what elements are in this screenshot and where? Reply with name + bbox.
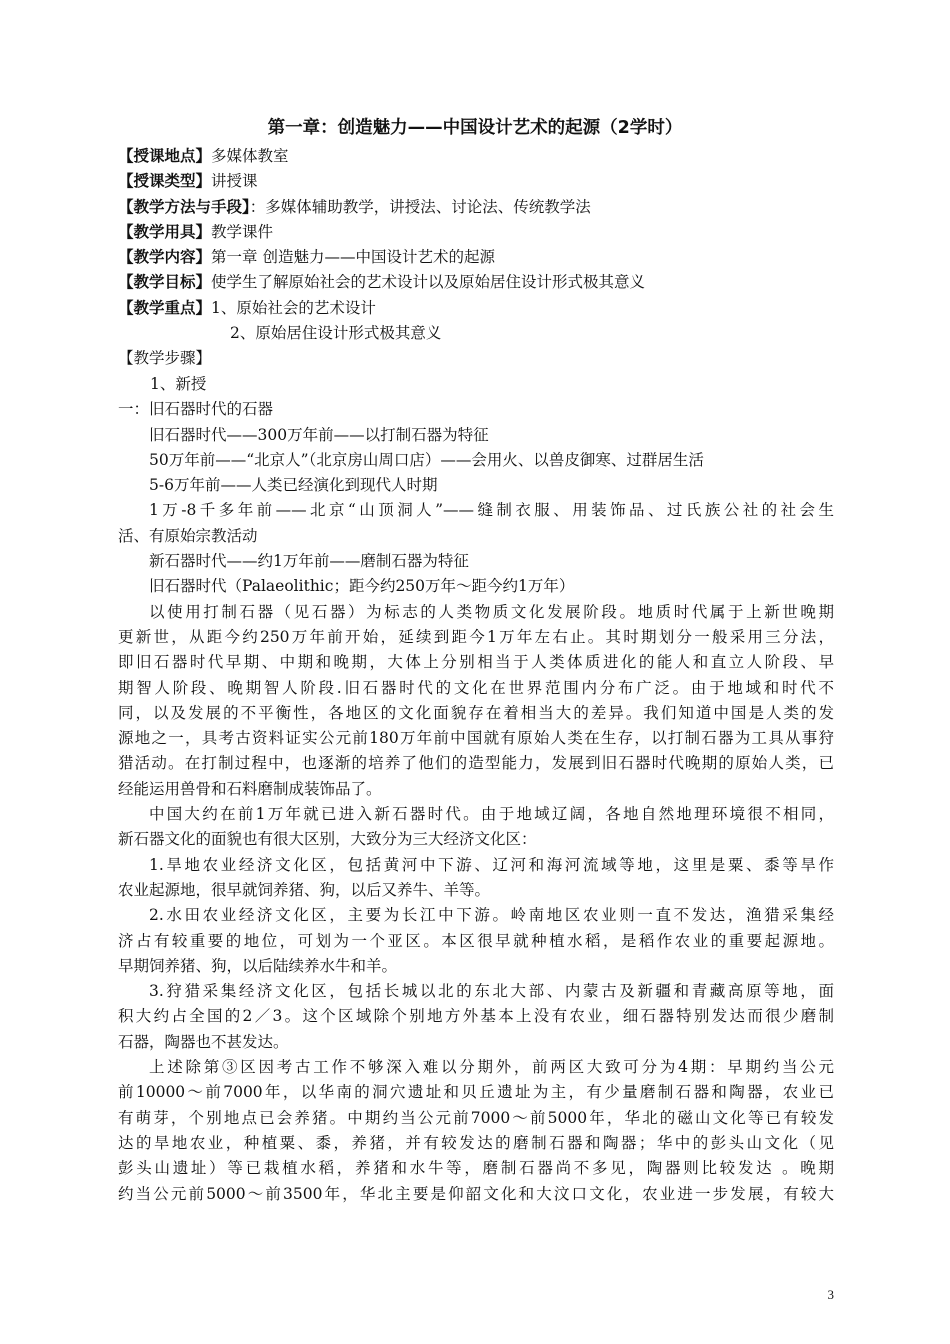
info-value: 多媒体教室 <box>211 147 289 165</box>
paragraph-line: 即旧石器时代早期、中期和晚期，大体上分别相当于人类体质进化的能人和直立人阶段、早 <box>118 653 834 672</box>
timeline-item: 50万年前——“北京人”（北京房山周口店）——会用火、以兽皮御寒、过群居生活 <box>149 450 704 469</box>
info-label: 【教学步骤】 <box>118 349 212 368</box>
list-item: 3.狩猎采集经济文化区，包括长城以北的东北大部、内蒙古及新疆和青藏高原等地，面 <box>149 982 834 1001</box>
paragraph-line: 经能运用兽骨和石料磨制成装饰品了。 <box>118 779 382 798</box>
timeline-item-continued: 活、有原始宗教活动 <box>118 526 258 545</box>
section-heading: 一：旧石器时代的石器 <box>118 400 274 419</box>
info-content <box>118 245 838 270</box>
info-method <box>118 195 838 220</box>
paragraph-line: 达的旱地农业，种植粟、黍，养猪，并有较发达的磨制石器和陶器；华中的彭头山文化（见 <box>118 1133 834 1152</box>
list-item-continued: 积大约占全国的2／3。这个区域除个别地方外基本上没有农业，细石器特别发达而很少磨制 <box>118 1007 834 1026</box>
paragraph-line: 同，以及发展的不平衡性，各地区的文化面貌存在着相当大的差异。我们知道中国是人类的发 <box>118 703 834 722</box>
paragraph-line: 更新世，从距今约250万年前开始，延续到距今1万年左右止。其时期划分一般采用三分法， <box>118 627 834 646</box>
info-value: 1、原始社会的艺术设计 <box>211 298 376 317</box>
paragraph-line: 源地之一，具考古资料证实公元前180万年前中国就有原始人类在生存，以打制石器为工具从事狩 <box>118 729 834 748</box>
chapter-title: 第一章：创造魅力——中国设计艺术的起源（2学时） <box>267 118 683 138</box>
lesson-info <box>118 144 838 372</box>
info-label: 【授课地点】 <box>118 147 212 165</box>
paragraph-line: 有萌芽，个别地点已会养猪。中期约当公元前7000～前5000年，华北的磁山文化等已有较发 <box>118 1108 834 1127</box>
paragraph-line: 期智人阶段、晚期智人阶段.旧石器时代的文化在世界范围内分布广泛。由于地域和时代不 <box>118 678 834 697</box>
info-location <box>118 144 838 169</box>
paragraph-line: 彭头山遗址）等已栽植水稻，养猪和水牛等，磨制石器尚不多见，陶器则比较发达 。晚期 <box>118 1159 834 1178</box>
list-item: 1.旱地农业经济文化区，包括黄河中下游、辽河和海河流域等地，这里是粟、黍等旱作 <box>149 855 834 874</box>
paragraph-line: 上述除第③区因考古工作不够深入难以分期外，前两区大致可分为4期：早期约当公元 <box>149 1058 834 1077</box>
timeline-item: 5-6万年前——人类已经演化到现代人时期 <box>149 476 438 495</box>
paragraph-line: 前10000～前7000年，以华南的洞穴遗址和贝丘遗址为主，有少量磨制石器和陶器，农业已 <box>118 1083 834 1102</box>
info-label: 【教学用具】 <box>118 222 212 241</box>
info-steps <box>118 346 838 371</box>
info-value: 使学生了解原始社会的艺术设计以及原始居住设计形式极其意义 <box>211 273 646 292</box>
timeline-item: 1万-8千多年前——北京“山顶洞人”——缝制衣服、用装饰品、过氏族公社的社会生 <box>149 501 834 520</box>
info-value: 讲授课 <box>211 172 258 191</box>
info-value: 第一章 创造魅力——中国设计艺术的起源 <box>211 248 495 267</box>
list-item: 2.水田农业经济文化区，主要为长江中下游。岭南地区农业则一直不发达，渔猎采集经 <box>149 906 834 925</box>
page-number: 3 <box>827 1287 834 1302</box>
list-item-continued: 农业起源地，很早就饲养猪、狗，以后又养牛、羊等。 <box>118 880 491 899</box>
step-heading: 1、新授 <box>150 375 207 393</box>
lesson-body <box>118 372 834 1207</box>
timeline-item: 旧石器时代——300万年前——以打制石器为特征 <box>149 425 489 444</box>
info-goal <box>118 270 838 295</box>
subsection-heading: 旧石器时代（Palaeolithic；距今约250万年～距今约1万年） <box>149 577 575 596</box>
info-label: 【授课类型】 <box>118 172 212 191</box>
list-item-continued: 济占有较重要的地位，可划为一个亚区。本区很早就种植水稻，是稻作农业的重要起源地。 <box>118 931 834 950</box>
timeline-item: 新石器时代——约1万年前——磨制石器为特征 <box>149 552 469 571</box>
paragraph-line: 以使用打制石器（见石器）为标志的人类物质文化发展阶段。地质时代属于上新世晚期 <box>149 602 834 621</box>
info-value: 教学课件 <box>211 222 274 241</box>
info-focus <box>118 296 838 321</box>
paragraph-line: 猎活动。在打制过程中，也逐渐的培养了他们的造型能力，发展到旧石器时代晚期的原始人类，已 <box>118 754 834 773</box>
info-value: ：多媒体辅助教学，讲授法、讨论法、传统教学法 <box>249 197 591 216</box>
list-item-continued: 石器，陶器也不甚发达。 <box>118 1032 289 1051</box>
info-label: 【教学目标】 <box>118 273 212 292</box>
info-label: 【教学方法与手段】 <box>118 197 250 216</box>
paragraph-line: 新石器文化的面貌也有很大区别，大致分为三大经济文化区： <box>118 830 537 849</box>
paragraph-line: 中国大约在前1万年就已进入新石器时代。由于地域辽阔，各地自然地理环境很不相同， <box>149 805 834 824</box>
info-type <box>118 169 838 194</box>
info-label: 【教学重点】 <box>118 298 212 317</box>
list-item-continued: 早期饲养猪、狗，以后陆续养水牛和羊。 <box>118 956 398 975</box>
paragraph-line: 约当公元前5000～前3500年，华北主要是仰韶文化和大汶口文化，农业进一步发展，有较大 <box>118 1184 834 1203</box>
info-tools <box>118 220 838 245</box>
info-focus-continued <box>118 321 838 346</box>
info-label: 【教学内容】 <box>118 248 212 267</box>
info-value: 2、原始居住设计形式极其意义 <box>230 324 442 343</box>
